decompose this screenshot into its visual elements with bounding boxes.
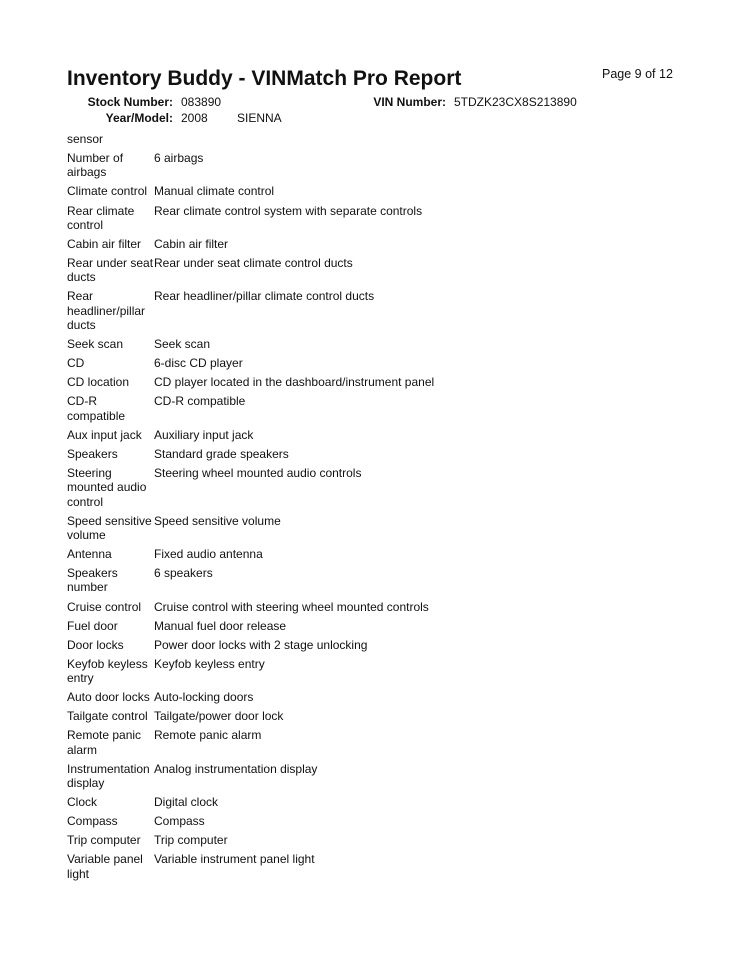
spec-value: 6 speakers — [154, 566, 213, 581]
spec-row — [67, 762, 667, 791]
spec-label: Rear climate control — [67, 203, 135, 232]
spec-row — [67, 638, 667, 652]
spec-label: Keyfob keyless entry — [67, 656, 148, 686]
spec-row — [67, 447, 667, 461]
spec-row — [67, 204, 667, 233]
spec-row — [67, 709, 667, 723]
spec-label: Compass — [67, 814, 118, 829]
spec-label: Variable panel light — [67, 852, 143, 881]
spec-row — [67, 237, 667, 251]
spec-row — [67, 337, 667, 351]
spec-label: Rear headliner/pillar ducts — [67, 289, 146, 333]
spec-label: Cruise control — [67, 599, 142, 614]
spec-label: Seek scan — [67, 337, 124, 352]
spec-label: Clock — [67, 795, 98, 810]
stock-number-label: Stock Number: — [87, 95, 173, 109]
spec-value: Speed sensitive volume — [154, 513, 281, 528]
spec-row — [67, 600, 667, 614]
spec-value: Auto-locking doors — [154, 690, 254, 705]
vin-number-value: 5TDZK23CX8S213890 — [454, 95, 577, 109]
spec-row — [67, 814, 667, 828]
spec-row — [67, 657, 667, 686]
spec-row — [67, 619, 667, 633]
spec-value: CD-R compatible — [154, 394, 246, 409]
spec-row — [67, 394, 667, 423]
model-value: SIENNA — [237, 111, 282, 125]
spec-row — [67, 132, 667, 146]
spec-value: Variable instrument panel light — [154, 852, 315, 867]
spec-row — [67, 852, 667, 881]
spec-label: Number of airbags — [67, 151, 124, 180]
spec-value: Standard grade speakers — [154, 446, 289, 461]
spec-label: Tailgate control — [67, 709, 148, 724]
spec-label: Remote panic alarm — [67, 728, 142, 757]
spec-label: Climate control — [67, 184, 148, 199]
spec-row — [67, 375, 667, 389]
spec-row — [67, 795, 667, 809]
spec-value: CD player located in the dashboard/instrument panel — [154, 375, 435, 390]
spec-label: Aux input jack — [67, 427, 142, 442]
page-number: Page 9 of 12 — [602, 67, 673, 81]
spec-value: Manual fuel door release — [154, 618, 287, 633]
year-model-label: Year/Model: — [105, 111, 173, 125]
spec-value: Power door locks with 2 stage unlocking — [154, 637, 368, 652]
spec-value: Rear under seat climate control ducts — [154, 256, 353, 271]
spec-label: Cabin air filter — [67, 236, 142, 251]
spec-value: Trip computer — [154, 833, 228, 848]
spec-value: Tailgate/power door lock — [154, 709, 284, 724]
spec-label: Door locks — [67, 637, 124, 652]
spec-label: Trip computer — [67, 833, 141, 848]
spec-row — [67, 728, 667, 757]
spec-row — [67, 256, 667, 285]
spec-row — [67, 833, 667, 847]
spec-label: Auto door locks — [67, 690, 150, 705]
year-value: 2008 — [181, 111, 208, 125]
spec-value: 6-disc CD player — [154, 356, 243, 371]
spec-row — [67, 466, 667, 509]
spec-row — [67, 289, 667, 332]
spec-value — [154, 132, 667, 146]
spec-label: CD location — [67, 375, 130, 390]
spec-label: Rear under seat ducts — [67, 256, 154, 285]
spec-label: Speed sensitive volume — [67, 513, 152, 542]
spec-row — [67, 428, 667, 442]
spec-value: Analog instrumentation display — [154, 761, 318, 776]
report-title: Inventory Buddy - VINMatch Pro Report — [67, 67, 462, 90]
spec-value: 6 airbags — [154, 151, 204, 166]
spec-label: Instrumentation display — [67, 761, 150, 791]
spec-value: Fixed audio antenna — [154, 547, 263, 562]
spec-label: Antenna — [67, 547, 112, 562]
spec-value: Rear climate control system with separate controls — [154, 203, 423, 218]
spec-label: sensor — [67, 132, 104, 146]
spec-value: Steering wheel mounted audio controls — [154, 466, 362, 480]
spec-label: CD — [67, 356, 85, 371]
spec-value: Manual climate control — [154, 184, 275, 199]
spec-value: Compass — [154, 814, 205, 829]
spec-label: Speakers number — [67, 566, 118, 595]
spec-label: Fuel door — [67, 618, 118, 633]
spec-row — [67, 151, 667, 180]
spec-value: Rear headliner/pillar climate control ducts — [154, 289, 375, 304]
vin-number-label: VIN Number: — [373, 95, 446, 109]
spec-value: Seek scan — [154, 337, 211, 352]
spec-value: Auxiliary input jack — [154, 427, 254, 442]
spec-value: Cabin air filter — [154, 236, 229, 251]
stock-number-value: 083890 — [181, 95, 222, 109]
spec-value: Digital clock — [154, 795, 219, 810]
spec-row — [67, 566, 667, 595]
spec-label: Steering mounted audio control — [67, 466, 147, 509]
spec-row — [67, 184, 667, 198]
spec-row — [67, 356, 667, 370]
spec-row — [67, 690, 667, 704]
spec-value: Cruise control with steering wheel mounted controls — [154, 599, 429, 614]
spec-value: Keyfob keyless entry — [154, 656, 265, 671]
spec-label: CD-R compatible — [67, 394, 126, 423]
spec-row — [67, 514, 667, 543]
spec-row — [67, 547, 667, 561]
spec-value: Remote panic alarm — [154, 728, 262, 743]
spec-label: Speakers — [67, 446, 118, 461]
spec-table — [67, 132, 667, 886]
